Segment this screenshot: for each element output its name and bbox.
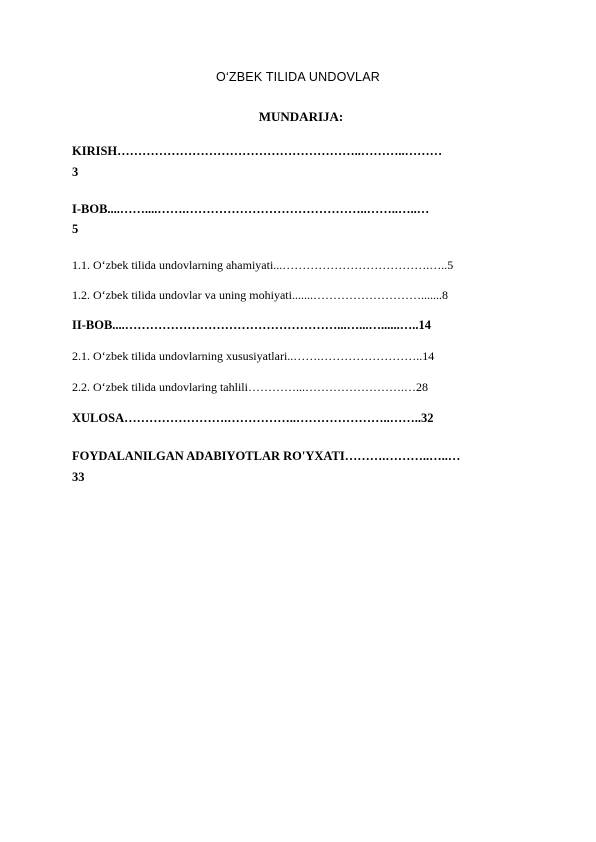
toc-entry-xulosa: XULOSA…………………….……………..…………………..……..32 [72, 411, 434, 425]
toc-entry-bob-1: I-BOB....……....…….……………………………………..……..…..… [72, 202, 430, 216]
toc-entry-bob-2: II-BOB....……………………………………………...…...…......…..14 [72, 318, 432, 332]
toc-heading: MUNDARIJA: [258, 109, 344, 124]
toc-entry-kirish: KIRISH…………………………………………………..………..……… [72, 144, 443, 158]
toc-entry-adabiyotlar-page: 33 [72, 470, 85, 484]
toc-entry-2-2: 2.2. O‘zbek tilida undovlaring tahlili…………...…………………….…28 [72, 380, 428, 394]
toc-entry-1-2: 1.2. O‘zbek tilida undovlar va uning mohiyati.......……………………….......8 [72, 288, 448, 302]
toc-entry-bob-1-page: 5 [72, 222, 79, 236]
document-title: O‘ZBEK TILIDA UNDOVLAR [216, 70, 380, 84]
toc-entry-1-1: 1.1. O‘zbek tilida undovlarning ahamiyati...……………………………….…..5 [72, 258, 454, 272]
toc-entry-2-1: 2.1. O‘zbek tilida undovlarning xususiyatlari..…….……………………..14 [72, 349, 435, 363]
toc-entry-kirish-page: 3 [72, 165, 79, 179]
toc-entry-adabiyotlar: FOYDALANILGAN ADABIYOTLAR RO'YXATI……….………..…..… [72, 449, 461, 463]
